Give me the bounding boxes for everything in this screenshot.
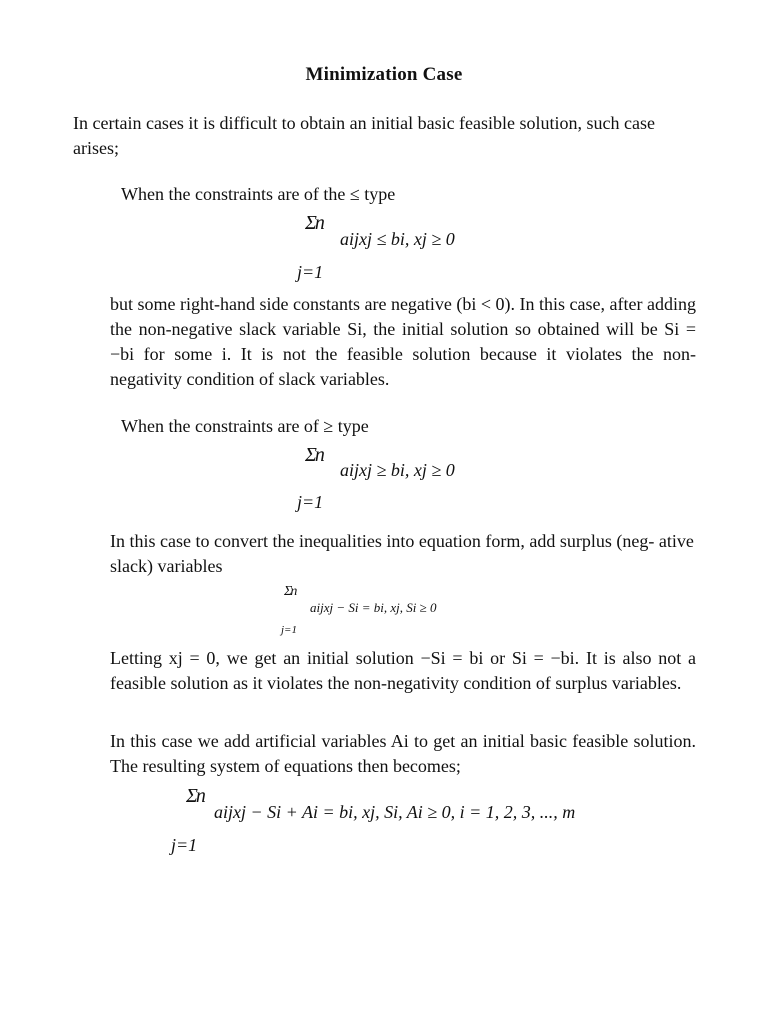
artificial-paragraph: In this case we add artificial variables Ai to get an initial basic feasible solution. The resulting system of equations then becomes; — [110, 731, 696, 776]
case1-lead: When the constraints are of the ≤ type — [121, 184, 396, 204]
intro-paragraph: In certain cases it is difficult to obtain an initial basic feasible solution, such case arises; — [73, 113, 656, 158]
surplus-sum-symbol: Σn — [284, 584, 296, 599]
surplus-lower-limit: j=1 — [281, 624, 297, 636]
artificial-lower-limit: j=1 — [171, 835, 198, 855]
case2-sum-symbol: Σn — [305, 444, 323, 466]
surplus-equation: aijxj − Si = bi, xj, Si ≥ 0 — [310, 600, 437, 615]
page-title: Minimization Case — [305, 64, 463, 85]
case1-lower-limit: j=1 — [297, 262, 324, 282]
case2-lower-limit: j=1 — [297, 492, 324, 512]
case1-equation: aijxj ≤ bi, xj ≥ 0 — [340, 229, 455, 249]
artificial-equation: aijxj − Si + Ai = bi, xj, Si, Ai ≥ 0, i = 1, 2, 3, ..., m — [214, 802, 576, 822]
artificial-sum-symbol: Σn — [186, 785, 204, 807]
case2-paragraph: In this case to convert the inequalities into equation form, add surplus (neg- ative slack) variables — [110, 531, 694, 576]
case1-sum-symbol: Σn — [305, 212, 323, 234]
case2-equation: aijxj ≥ bi, xj ≥ 0 — [340, 460, 455, 480]
case2-lead: When the constraints are of ≥ type — [121, 416, 369, 436]
surplus-paragraph: Letting xj = 0, we get an initial solution −Si = bi or Si = −bi. It is also not a feasible solution as it violates the non-negativity condition of surplus variables. — [110, 648, 696, 693]
case1-paragraph: but some right-hand side constants are negative (bi < 0). In this case, after adding the non-negative slack variable Si, the initial solution so obtained will be Si = −bi for some i. It is not the feasible solution because it violates the non-negativity condition of slack variables. — [110, 294, 696, 389]
